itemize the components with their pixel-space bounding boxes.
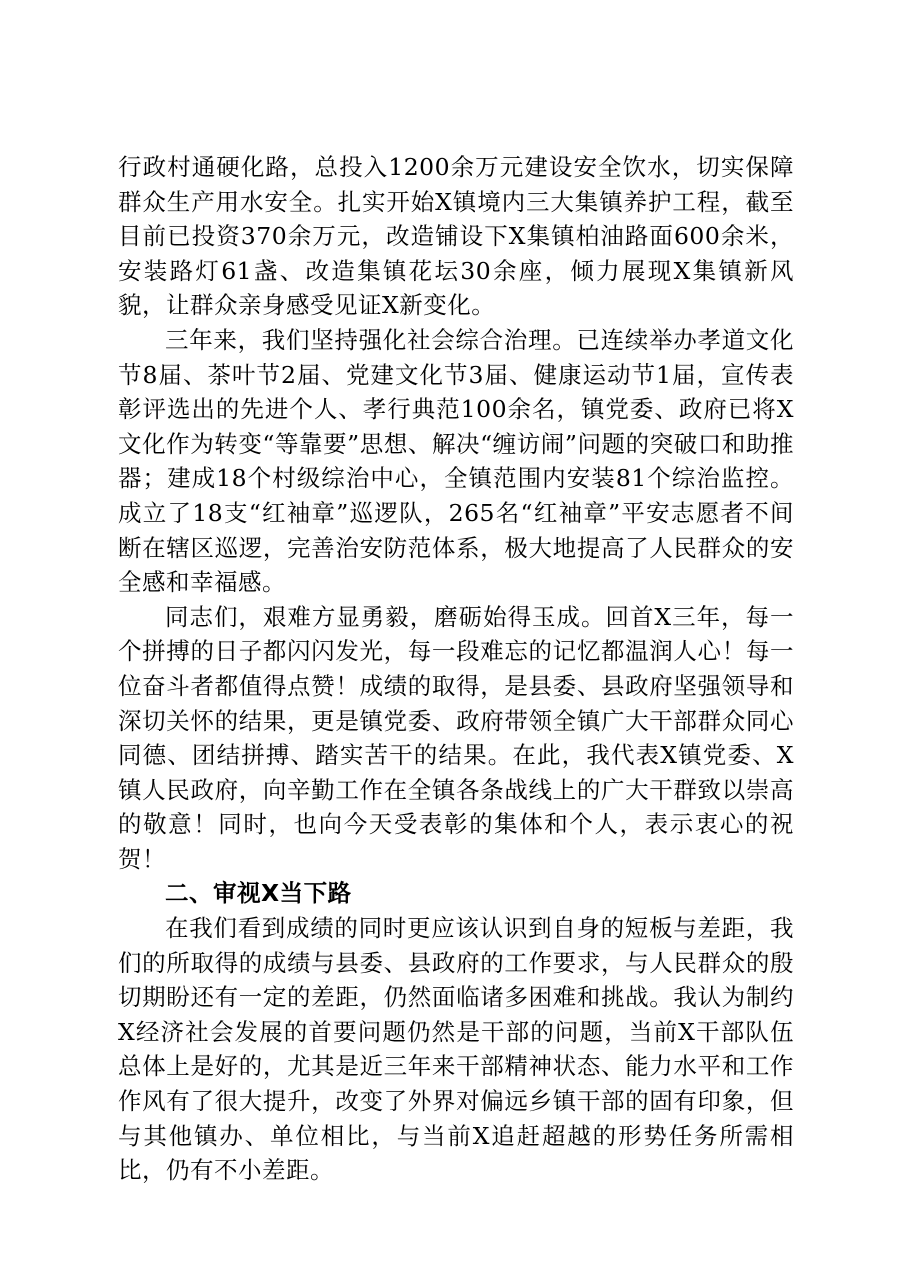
paragraph-social-governance: 三年来，我们坚持强化社会综合治理。已连续举办孝道文化节8届、茶叶节2届、党建文化节3届、健康运动节1届，宣传表彰评选出的先进个人、孝行典范100余名，镇党委、政府已将X文化作为转变“等靠要”思想、解决“缠访闹”问题的突破口和助推器；建成18个村级综治中心，全镇范围内安装81个综治监控。成立了18支“红袖章”巡逻队，265名“红袖章”平安志愿者不间断在辖区巡逻，完善治安防范体系，极大地提高了人民群众的安全感和幸福感。 — [118, 325, 794, 597]
paragraph-shortcomings: 在我们看到成绩的同时更应该认识到自身的短板与差距，我们的所取得的成绩与县委、县政府的工作要求，与人民群众的殷切期盼还有一定的差距，仍然面临诸多困难和挑战。我认为制约X经济社会发展的首要问题仍然是干部的问题，当前X干部队伍总体上是好的，尤其是近三年来干部精神状态、能力水平和工作作风有了很大提升，改变了外界对偏远乡镇干部的固有印象，但与其他镇办、单位相比，与当前X追赶超越的形势任务所需相比，仍有不小差距。 — [118, 914, 794, 1185]
document-page — [118, 150, 794, 1188]
paragraph-infrastructure: 行政村通硬化路，总投入1200余万元建设安全饮水，切实保障群众生产用水安全。扎实开始X镇境内三大集镇养护工程，截至目前已投资370余万元，改造铺设下X集镇柏油路面600余米，安装路灯61盏、改造集镇花坛30余座，倾力展现X集镇新风貌，让群众亲身感受见证X新变化。 — [118, 153, 794, 320]
paragraph-acknowledgement: 同志们，艰难方显勇毅，磨砺始得玉成。回首X三年，每一个拼搏的日子都闪闪发光，每一段难忘的记忆都温润人心！每一位奋斗者都值得点赞！成绩的取得，是县委、县政府坚强领导和深切关怀的结果，更是镇党委、政府带领全镇广大干部群众同心同德、团结拼搏、踏实苦干的结果。在此，我代表X镇党委、X镇人民政府，向辛勤工作在全镇各条战线上的广大干群致以崇高的敬意！同时，也向今天受表彰的集体和个人，表示衷心的祝贺！ — [118, 602, 794, 873]
section-heading: 二、审视X当下路 — [165, 879, 352, 908]
